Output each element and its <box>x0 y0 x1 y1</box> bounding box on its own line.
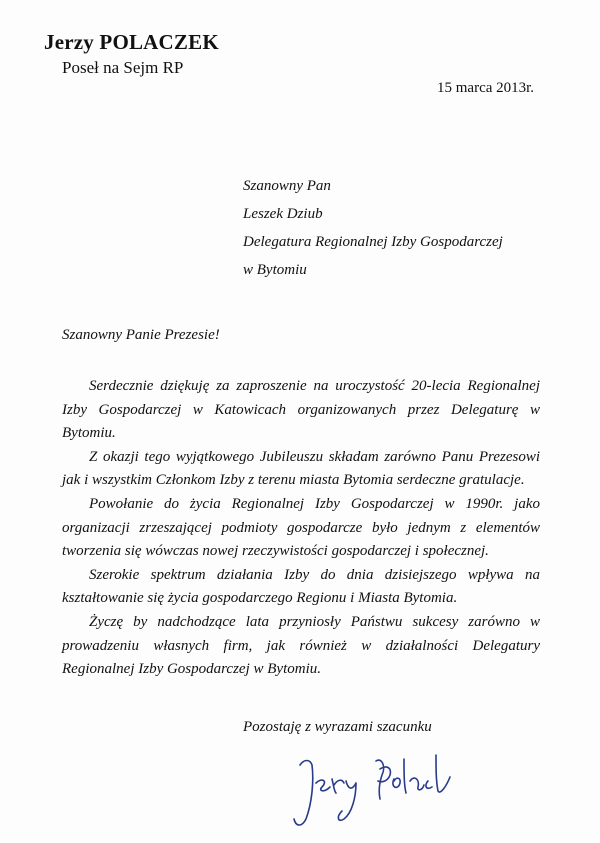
recipient-city: w Bytomiu <box>243 262 307 278</box>
body-paragraph: Z okazji tego wyjątkowego Jubileuszu składam zarówno Panu Prezesowi jak i wszystkim Członkom Izby z terenu miasta Bytomia serdeczne gratulacje. <box>62 448 540 489</box>
sender-name: Jerzy POLACZEK <box>44 30 219 54</box>
recipient-organization: Delegatura Regionalnej Izby Gospodarczej <box>243 234 503 250</box>
recipient-address <box>243 172 503 284</box>
handwritten-signature <box>286 747 456 831</box>
letter-date: 15 marca 2013r. <box>437 80 535 96</box>
sender-title: Poseł na Sejm RP <box>62 58 184 77</box>
letter-body <box>62 375 540 682</box>
body-paragraph: Serdecznie dziękuję za zaproszenie na uroczystość 20-lecia Regionalnej Izby Gospodarczej w Katowicach organizowanych przez Delegaturę w Bytomiu. <box>62 378 540 442</box>
recipient-name: Leszek Dziub <box>243 206 323 222</box>
salutation: Szanowny Panie Prezesie! <box>62 327 220 343</box>
body-paragraph: Powołanie do życia Regionalnej Izby Gospodarczej w 1990r. jako organizacji zrzeszającej podmioty gospodarcze było jednym z elementów tworzenia się wówczas nowej rzeczywistości gospodarczej i społecznej. <box>62 495 540 560</box>
closing-phrase: Pozostaję z wyrazami szacunku <box>243 719 432 735</box>
recipient-line-greeting: Szanowny Pan <box>243 178 331 194</box>
body-paragraph: Szerokie spektrum działania Izby do dnia dzisiejszego wpływa na kształtowanie się życia gospodarczego Regionu i Miasta Bytomia. <box>62 566 540 607</box>
body-paragraph: Życzę by nadchodzące lata przyniosły Państwu sukcesy zarówno w prowadzeniu własnych firm, jak również w działalności Delegatury Regionalnej Izby Gospodarczej w Bytomiu. <box>62 613 540 678</box>
